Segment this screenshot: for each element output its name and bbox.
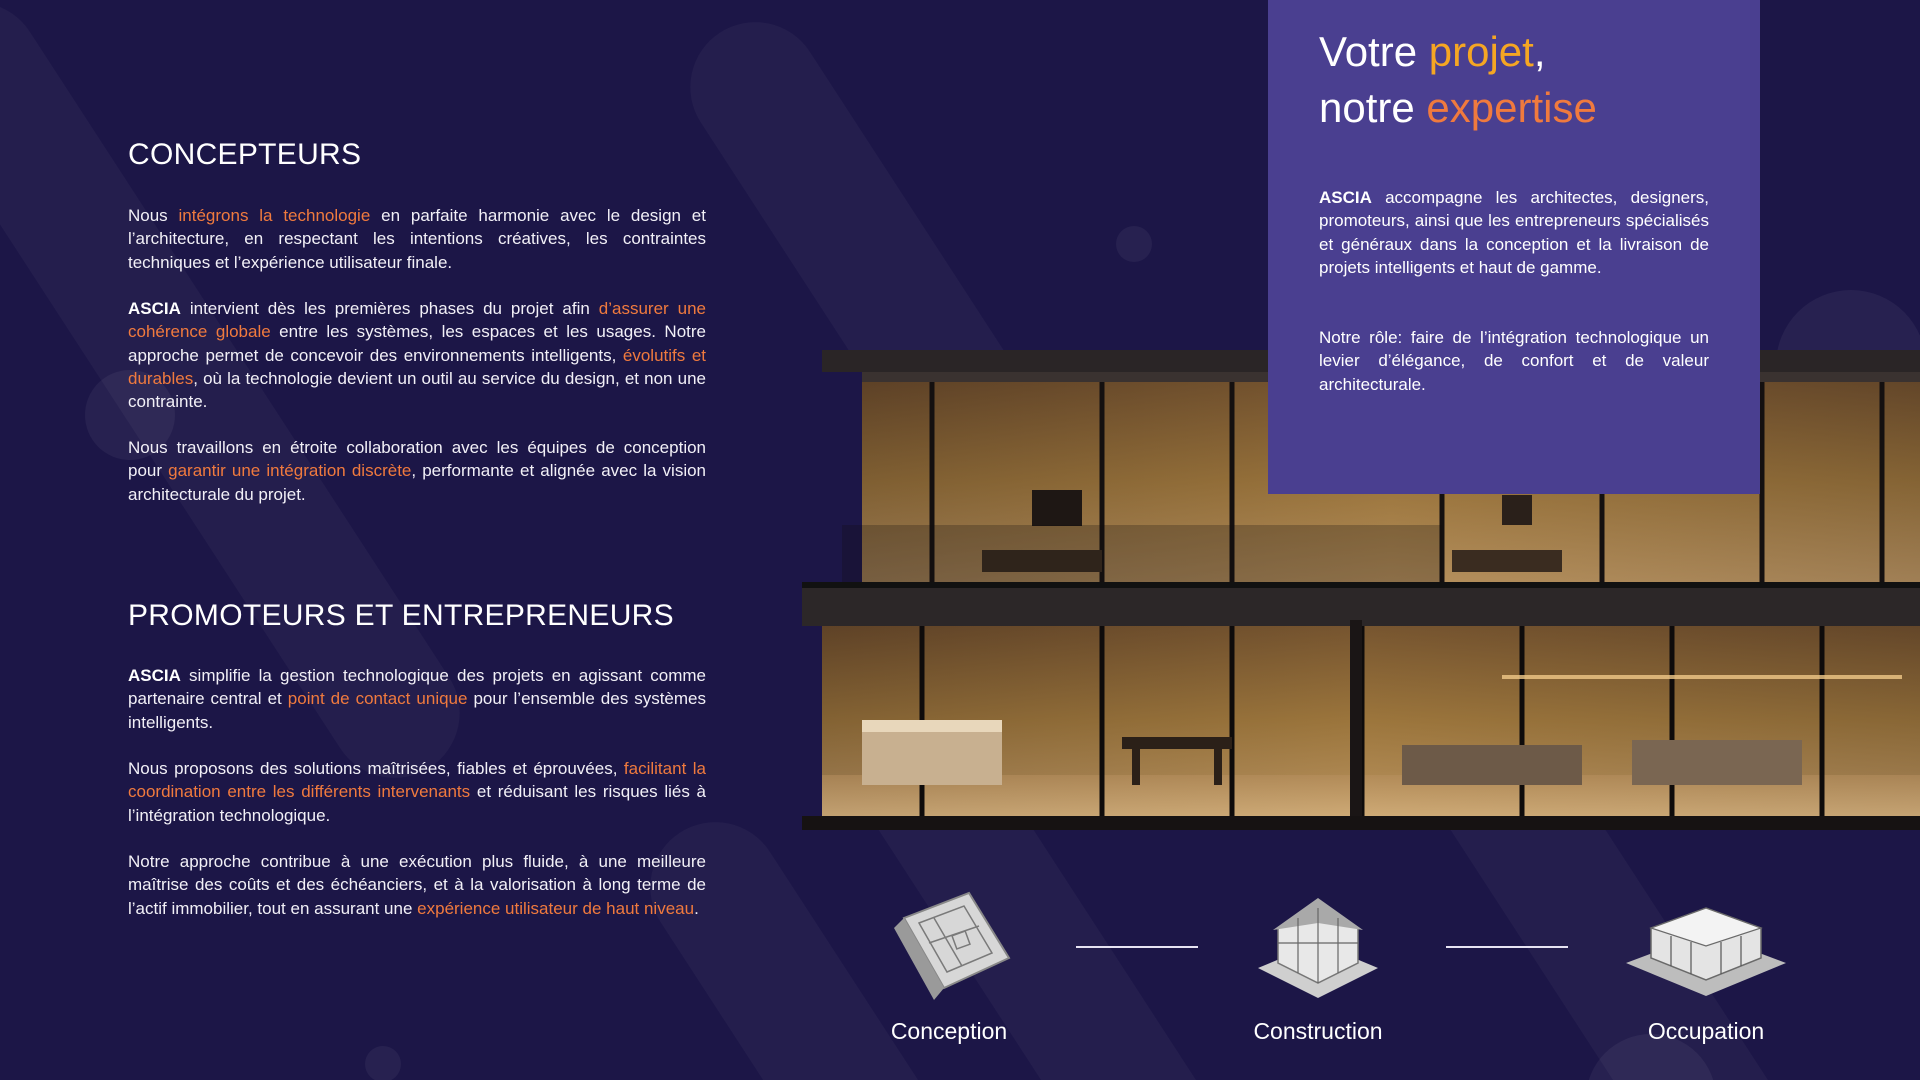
promoteurs-paragraph-1: ASCIA simplifie la gestion technologique des projets en agissant comme partenaire central et point de contact unique pour l’ensemble des systèmes intelligents. [128,666,707,732]
promoteurs-title: PROMOTEURS ET ENTREPRENEURS [128,599,674,632]
highlight-text: garantir une intégration discrète [168,461,412,481]
highlight-text: point de contact unique [287,689,468,709]
highlight-text: d’assurer une cohérence globale [128,299,706,342]
step-occupation [1606,888,1806,1045]
step-conception [849,888,1049,1045]
promo-title-highlight: expertise [1426,84,1597,131]
concepteurs-title: CONCEPTEURS [128,138,362,171]
promoteurs-paragraph-2: Nous proposons des solutions maîtrisées, fiables et éprouvées, facilitant la coordination entre les différents intervenants et réduisant les risques liés à l’intégration technologique. [128,759,706,825]
promo-title: Votre projet, notre expertise [1319,28,1597,131]
promo-panel [1268,0,1760,494]
step-connector [1076,946,1198,948]
step-connector [1446,946,1568,948]
promo-paragraph-2: Notre rôle: faire de l’intégration technologique un levier d’élégance, de confort et de valeur architecturale. [1319,328,1709,394]
step-construction [1218,888,1418,1045]
highlight-text: évolutifs et durables [128,345,707,388]
step-label: Occupation [1647,1018,1765,1044]
highlight-text: intégrons la technologie [178,206,371,225]
brand-name: ASCIA [128,666,181,685]
concepteurs-paragraph-1: Nous intégrons la technologie en parfaite harmonie avec le design et l’architecture, en respectant les intentions créatives, les contraintes techniques et l’expérience utilisateur finale. [128,206,706,272]
promoteurs-paragraph-3: Notre approche contribue à une exécution plus fluide, à une meilleure maîtrise des coûts et des échéanciers, et à la valorisation à long terme de l’actif immobilier, tout en assurant une expérience utilisateur de haut niveau. [128,852,706,918]
step-label: Conception [890,1018,1008,1044]
promo-paragraph-1: ASCIA accompagne les architectes, designers, promoteurs, ainsi que les entrepreneurs spécialisés et généraux dans la conception et la livraison de projets intelligents et haut de gamme. [1319,188,1709,277]
promo-title-highlight: projet [1428,28,1534,75]
concepteurs-paragraph-3: Nous travaillons en étroite collaboration avec les équipes de conception pour garantir une intégration discrète, performante et alignée avec la vision architecturale du projet. [128,438,707,504]
house-construction-icon [1253,888,1383,1008]
blueprint-icon [884,888,1014,1008]
brand-name: ASCIA [128,299,181,318]
brand-name: ASCIA [1319,188,1372,207]
concepteurs-paragraph-2: ASCIA intervient dès les premières phases du projet afin d’assurer une cohérence globale entre les systèmes, les espaces et les usages. Notre approche permet de concevoir des environnements intelligents, évolutifs et durables, où la technologie devient un outil au service du design, et non une contrainte. [128,299,707,412]
step-label: Construction [1253,1018,1383,1044]
highlight-text: facilitant la coordination entre les différents intervenants [128,759,706,802]
building-model-icon [1621,888,1791,1008]
highlight-text: expérience utilisateur de haut niveau [417,898,695,918]
